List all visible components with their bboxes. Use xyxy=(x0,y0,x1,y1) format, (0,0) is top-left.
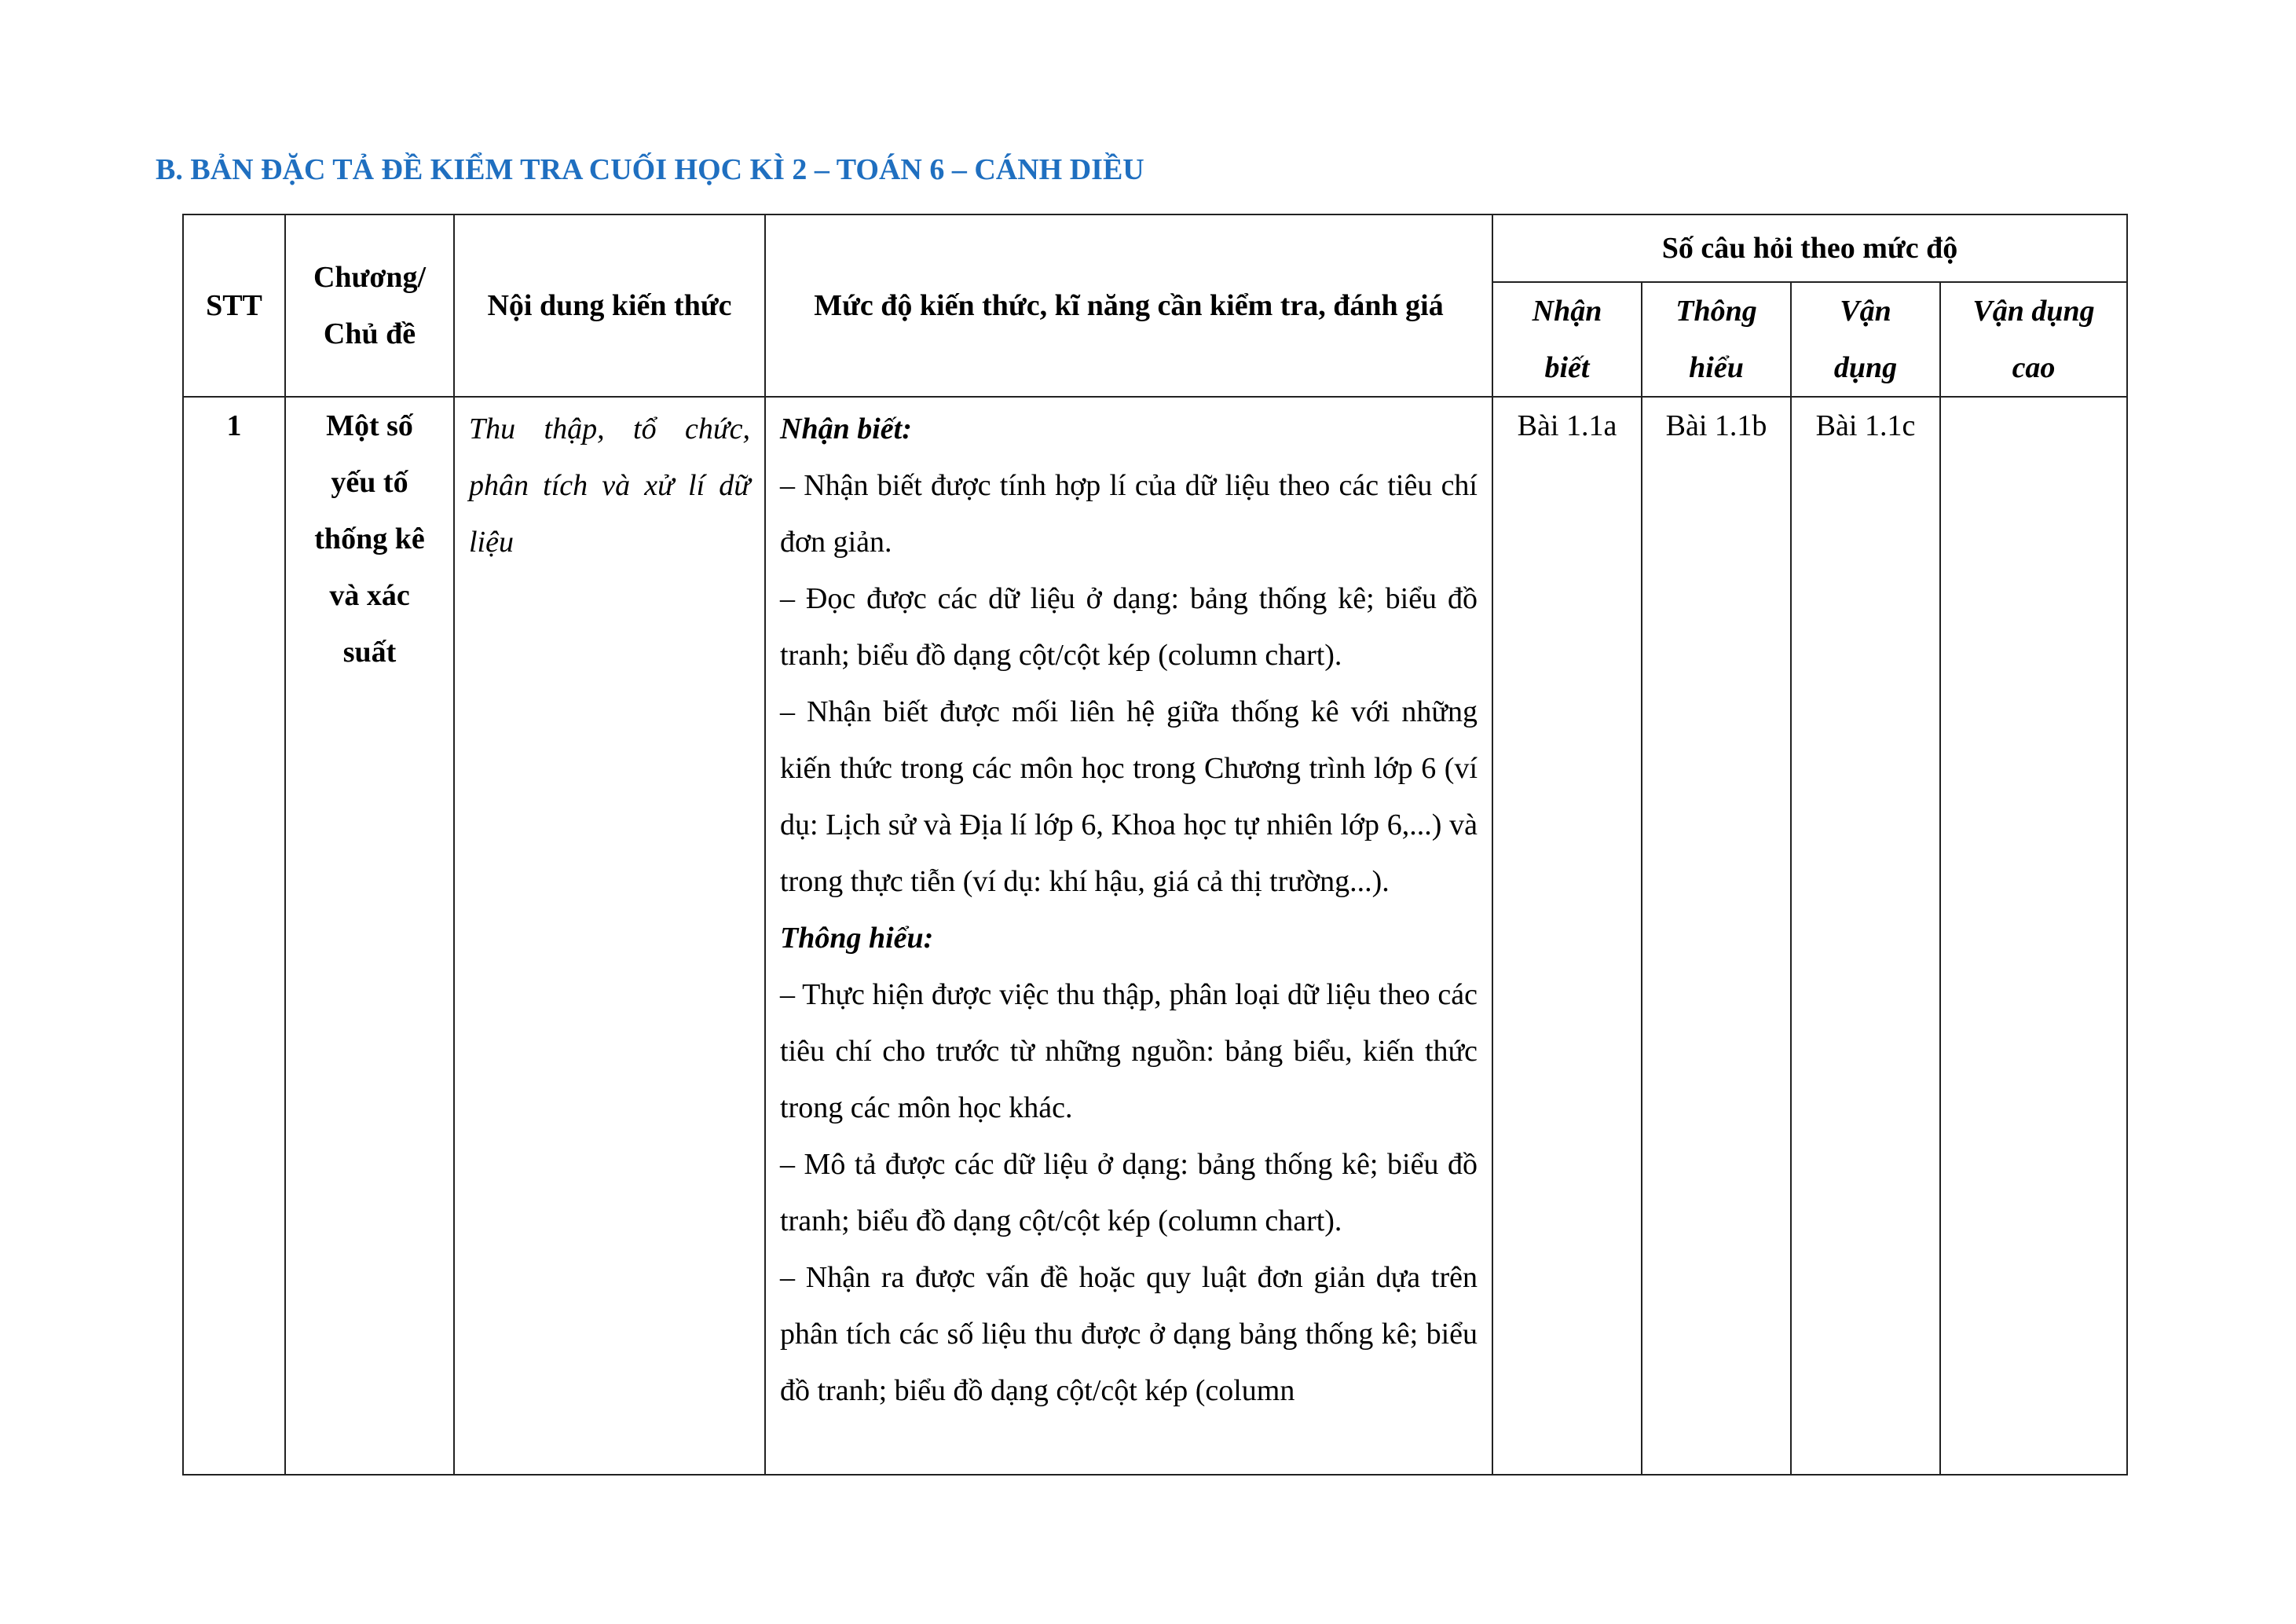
row-q-nhan-biet: Bài 1.1a xyxy=(1492,397,1642,1475)
header-level-desc: Mức độ kiến thức, kĩ năng cần kiểm tra, đánh giá xyxy=(765,214,1492,397)
header-nhan-biet-line2: biết xyxy=(1544,351,1590,384)
header-thong-hieu-line1: Thông xyxy=(1675,295,1757,328)
header-chapter xyxy=(285,214,454,397)
row-level-desc xyxy=(765,397,1492,1475)
header-van-dung-cao-line2: cao xyxy=(2012,351,2056,384)
nhan-biet-item: – Nhận biết được tính hợp lí của dữ liệu theo các tiêu chí đơn giản. xyxy=(780,469,1478,559)
chapter-line: Một số xyxy=(326,409,413,442)
header-van-dung-cao-line1: Vận dụng xyxy=(1972,295,2095,328)
header-chapter-line1: Chương/ xyxy=(313,261,427,294)
specification-table xyxy=(182,214,2128,1476)
table-row xyxy=(183,397,2127,1475)
page-title: B. BẢN ĐẶC TẢ ĐỀ KIỂM TRA CUỐI HỌC KÌ 2 – TOÁN 6 – CÁNH DIỀU xyxy=(156,153,1144,186)
header-thong-hieu-line2: hiểu xyxy=(1689,351,1744,384)
header-van-dung-line2: dụng xyxy=(1833,351,1898,384)
chapter-line: yếu tố xyxy=(331,466,408,499)
header-nhan-biet-line1: Nhận xyxy=(1532,295,1602,328)
header-thong-hieu xyxy=(1642,282,1791,397)
row-chapter xyxy=(285,397,454,1475)
nhan-biet-item: – Đọc được các dữ liệu ở dạng: bảng thống kê; biểu đồ tranh; biểu đồ dạng cột/cột kép (column chart). xyxy=(780,582,1478,672)
header-van-dung-cao xyxy=(1940,282,2127,397)
chapter-line: thống kê xyxy=(314,522,425,555)
header-content: Nội dung kiến thức xyxy=(454,214,765,397)
thong-hieu-label: Thông hiểu: xyxy=(780,922,934,955)
header-question-group: Số câu hỏi theo mức độ xyxy=(1492,214,2127,282)
row-content: Thu thập, tổ chức, phân tích và xử lí dữ liệu xyxy=(454,397,765,1475)
header-stt: STT xyxy=(183,214,285,397)
nhan-biet-label: Nhận biết: xyxy=(780,412,912,445)
thong-hieu-item: – Nhận ra được vấn đề hoặc quy luật đơn giản dựa trên phân tích các số liệu thu được ở dạng bảng thống kê; biểu đồ tranh; biểu đồ dạng cột/cột kép (column xyxy=(780,1261,1478,1407)
row-q-van-dung: Bài 1.1c xyxy=(1791,397,1940,1475)
header-van-dung xyxy=(1791,282,1940,397)
header-chapter-line2: Chủ đề xyxy=(323,317,416,350)
chapter-line: và xác xyxy=(329,579,410,612)
row-q-thong-hieu: Bài 1.1b xyxy=(1642,397,1791,1475)
thong-hieu-item: – Thực hiện được việc thu thập, phân loại dữ liệu theo các tiêu chí cho trước từ những nguồn: bảng biểu, kiến thức trong các môn học khác. xyxy=(780,978,1478,1124)
row-stt: 1 xyxy=(183,397,285,1475)
thong-hieu-item: – Mô tả được các dữ liệu ở dạng: bảng thống kê; biểu đồ tranh; biểu đồ dạng cột/cột kép (column chart). xyxy=(780,1148,1478,1237)
nhan-biet-item: – Nhận biết được mối liên hệ giữa thống kê với những kiến thức trong các môn học trong Chương trình lớp 6 (ví dụ: Lịch sử và Địa lí lớp 6, Khoa học tự nhiên lớp 6,...) và trong thực tiễn (ví dụ: khí hậu, giá cả thị trường...). xyxy=(780,695,1478,898)
header-row-1 xyxy=(183,214,2127,282)
row-q-van-dung-cao xyxy=(1940,397,2127,1475)
header-van-dung-line1: Vận xyxy=(1840,295,1891,328)
header-nhan-biet xyxy=(1492,282,1642,397)
chapter-line: suất xyxy=(342,636,397,669)
